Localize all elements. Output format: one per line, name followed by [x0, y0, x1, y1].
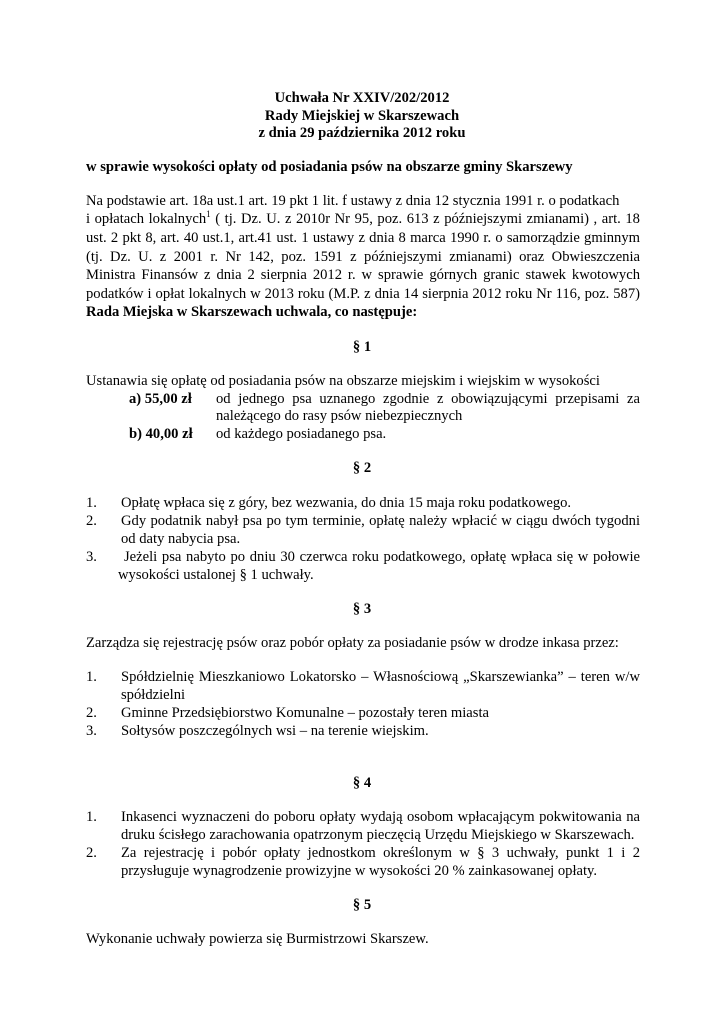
list-number: 3. — [86, 549, 97, 565]
preamble-line: podatków i opłat lokalnych w 2013 roku (M.P. z dnia 14 sierpnia 2012 roku Nr 116, poz. 587) — [86, 286, 640, 302]
list-number: 2. — [86, 513, 97, 529]
list-item-text: Spółdzielnię Mieszkaniowo Lokatorsko – Własnościową „Skarszewianka” – teren w/w — [121, 669, 640, 685]
list-item-text: wysokości ustalonej § 1 uchwały. — [118, 567, 314, 583]
preamble-resolves: Rada Miejska w Skarszewach uchwala, co następuje: — [86, 304, 418, 320]
list-item-text: od daty nabycia psa. — [121, 531, 241, 547]
section-1-heading: § 1 — [352, 339, 372, 355]
list-number: 2. — [86, 845, 97, 861]
list-item-text: Opłatę wpłaca się z góry, bez wezwania, do dnia 15 maja roku podatkowego. — [121, 495, 572, 511]
preamble-line: (tj. Dz. U. z 2001 r. Nr 142, poz. 1591 z późniejszymi zmianami) oraz Obwieszczenia — [86, 249, 640, 265]
section-3-heading: § 3 — [352, 601, 372, 617]
list-number: 1. — [86, 669, 97, 685]
list-item-text: Jeżeli psa nabyto po dniu 30 czerwca roku podatkowego, opłatę wpłaca się w połowie — [124, 549, 640, 565]
resolution-number: Uchwała Nr XXIV/202/2012 — [274, 90, 450, 106]
council-name: Rady Miejskiej w Skarszewach — [264, 108, 460, 124]
preamble-line: ust. 2 pkt 8, art. 40 ust.1, art.41 ust. 1 ustawy z dnia 8 marca 1990 r. o samorządzie gminnym — [86, 230, 640, 246]
list-item-text: przysługuje wynagrodzenie prowizyjne w wysokości 20 % zainkasowanej opłaty. — [121, 863, 598, 879]
preamble-line — [86, 210, 640, 229]
preamble-text: i opłatach lokalnych — [86, 211, 207, 227]
list-item-text: spółdzielni — [121, 687, 186, 703]
preamble-text: ( tj. Dz. U. z 2010r Nr 95, poz. 613 z późniejszymi zmianami) , art. 18 — [210, 211, 640, 227]
preamble-line: Na podstawie art. 18a ust.1 art. 19 pkt 1 lit. f ustawy z dnia 12 stycznia 1991 r. o podatkach — [86, 193, 620, 209]
rate-a-amount: a) 55,00 zł — [129, 391, 192, 407]
rate-b-amount: b) 40,00 zł — [129, 426, 193, 442]
list-item-text: Za rejestrację i pobór opłaty jednostkom określonym w § 3 uchwały, punkt 1 i 2 — [121, 845, 640, 861]
resolution-date: z dnia 29 października 2012 roku — [258, 125, 466, 141]
section-5-text: Wykonanie uchwały powierza się Burmistrzowi Skarszew. — [86, 931, 429, 947]
list-number: 1. — [86, 809, 97, 825]
section-1-intro: Ustanawia się opłatę od posiadania psów na obszarze miejskim i wiejskim w wysokości — [86, 373, 600, 389]
resolution-subject: w sprawie wysokości opłaty od posiadania psów na obszarze gminy Skarszewy — [86, 159, 573, 175]
rate-a-description: od jednego psa uznanego zgodnie z obowiązującymi przepisami za — [216, 391, 640, 407]
rate-b-description: od każdego posiadanego psa. — [216, 426, 387, 442]
list-item-text: Sołtysów poszczególnych wsi – na terenie wiejskim. — [121, 723, 429, 739]
list-item-text: Gminne Przedsiębiorstwo Komunalne – pozostały teren miasta — [121, 705, 490, 721]
list-number: 3. — [86, 723, 97, 739]
list-item-text: druku ścisłego zarachowania opatrzonym pieczęcią Urzędu Miejskiego w Skarszewach. — [121, 827, 635, 843]
list-number: 2. — [86, 705, 97, 721]
list-item-text: Gdy podatnik nabył psa po tym terminie, opłatę należy wpłacić w ciągu dwóch tygodni — [121, 513, 640, 529]
section-2-heading: § 2 — [352, 460, 372, 476]
preamble-line: Ministra Finansów z dnia 2 sierpnia 2012 r. w sprawie górnych granic stawek kwotowych — [86, 267, 640, 283]
footnote-marker: 1 — [206, 209, 211, 220]
section-4-heading: § 4 — [352, 775, 372, 791]
rate-a-description: należącego do rasy psów niebezpiecznych — [216, 408, 463, 424]
list-item-text: Inkasenci wyznaczeni do poboru opłaty wydają osobom wpłacającym pokwitowania na — [121, 809, 640, 825]
list-number: 1. — [86, 495, 97, 511]
section-5-heading: § 5 — [352, 897, 372, 913]
section-3-intro: Zarządza się rejestrację psów oraz pobór opłaty za posiadanie psów w drodze inkasa przez: — [86, 635, 619, 651]
